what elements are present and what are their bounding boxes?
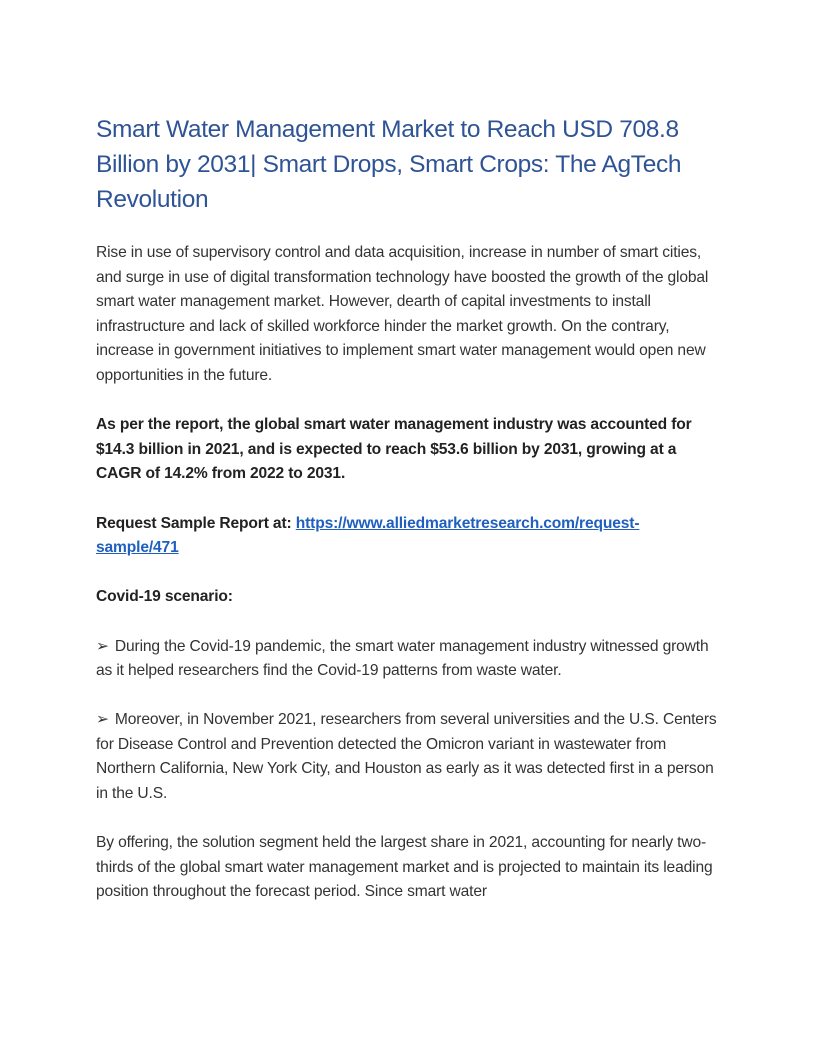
bullet-item	[96, 635, 720, 684]
document-title: Smart Water Management Market to Reach USD 708.8 Billion by 2031| Smart Drops, Smart Crops: The AgTech Revolution	[96, 116, 682, 213]
bullet-text: Moreover, in November 2021, researchers from several universities and the U.S. Centers for Disease Control and Prevention detected the Omicron variant in wastewater from Northern California, New York City, and Houston as early as it was detected first in a person in the U.S.	[96, 711, 717, 803]
offering-paragraph: By offering, the solution segment held the largest share in 2021, accounting for nearly two-thirds of the global smart water management market and is projected to maintain its leading position throughout the forecast period. Since smart water	[96, 834, 713, 901]
bullet-item	[96, 708, 720, 806]
covid-heading: Covid-19 scenario:	[96, 588, 233, 606]
bullet-text: During the Covid-19 pandemic, the smart water management industry witnessed growth as it helped researchers find the Covid-19 patterns from waste water.	[96, 637, 709, 680]
request-sample-label: Request Sample Report at:	[96, 514, 296, 532]
report-paragraph: As per the report, the global smart water management industry was accounted for $14.3 billion in 2021, and is expected to reach $53.6 billion by 2031, growing at a CAGR of 14.2% from 2022 to 2031.	[96, 416, 692, 483]
request-sample-link[interactable]: https://www.alliedmarketresearch.com/request-sample/471	[96, 514, 640, 557]
arrow-bullet-icon: ➢	[96, 637, 109, 655]
document-page	[96, 112, 720, 930]
arrow-bullet-icon: ➢	[96, 711, 109, 729]
request-sample-line	[96, 512, 720, 561]
intro-paragraph: Rise in use of supervisory control and data acquisition, increase in number of smart cities, and surge in use of digital transformation technology have boosted the growth of the global smart water management market. However, dearth of capital investments to install infrastructure and lack of skilled workforce hinder the market growth. On the contrary, increase in government initiatives to implement smart water management would open new opportunities in the future.	[96, 244, 709, 384]
